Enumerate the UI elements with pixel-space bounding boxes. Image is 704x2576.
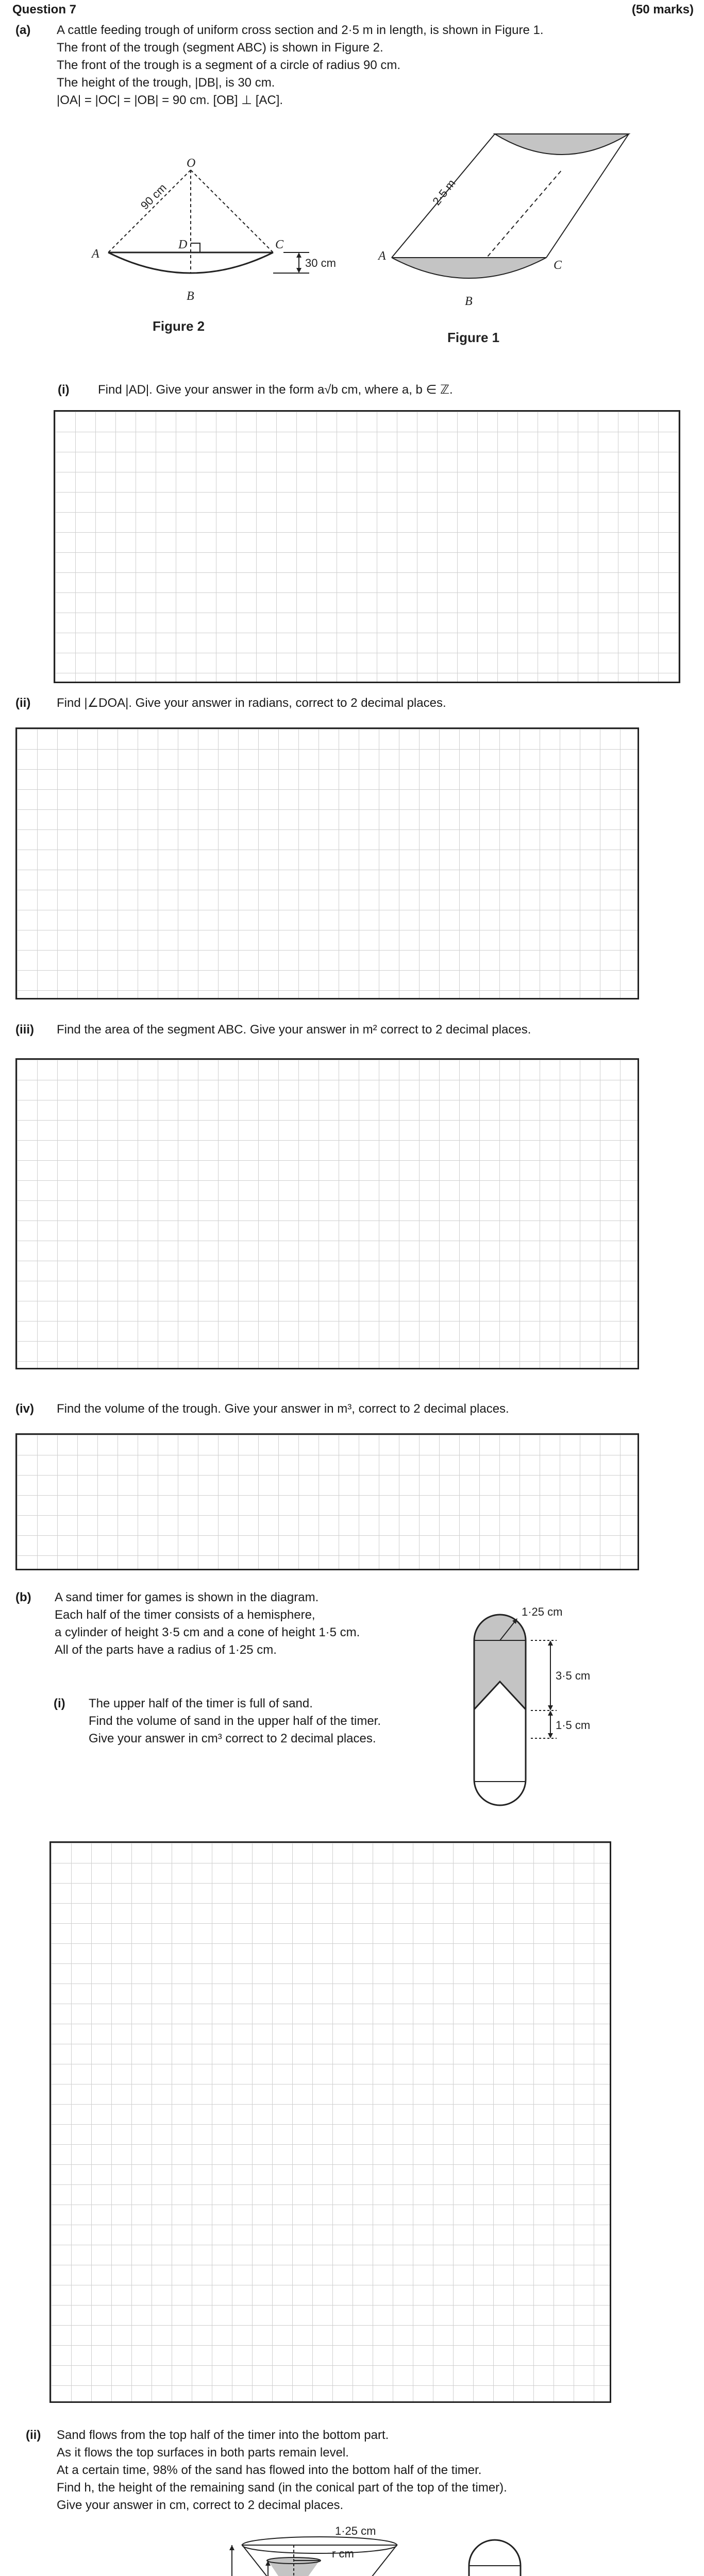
b-ii-line: At a certain time, 98% of the sand has flowed into the bottom half of the timer. <box>57 2463 482 2477</box>
a-ii-label: (ii) <box>15 696 31 710</box>
b-i-line: Find the volume of sand in the upper half of the timer. <box>89 1714 381 1728</box>
height-label: 30 cm <box>305 257 336 269</box>
a-ii-text: Find |∠DOA|. Give your answer in radians, correct to 2 decimal places. <box>57 696 446 710</box>
point-c-fig1: C <box>554 259 562 272</box>
question-marks: (50 marks) <box>631 3 694 16</box>
timer-cylinder-label: 3·5 cm <box>556 1669 591 1682</box>
answer-area-b-i[interactable] <box>49 1841 611 2403</box>
part-a-label: (a) <box>15 23 31 37</box>
figure-2-cross-section <box>67 149 356 345</box>
question-title: Question 7 <box>12 3 77 16</box>
point-o: O <box>187 157 196 170</box>
answer-area-a-iii[interactable] <box>15 1058 639 1369</box>
point-a: A <box>92 247 99 261</box>
part-b-intro-line: All of the parts have a radius of 1·25 cm. <box>55 1643 277 1657</box>
b-ii-line: Give your answer in cm, correct to 2 decimal places. <box>57 2498 344 2512</box>
cone-r-label: r cm <box>332 2547 354 2560</box>
figure-1-caption: Figure 1 <box>447 330 500 345</box>
sand-timer-diagram <box>464 1602 618 1819</box>
b-i-label: (i) <box>54 1697 65 1710</box>
timer2-top-half <box>469 2540 521 2576</box>
b-ii-line: Find h, the height of the remaining sand (in the conical part of the top of the timer). <box>57 2481 507 2495</box>
b-ii-label: (ii) <box>26 2428 41 2442</box>
b-i-line: The upper half of the timer is full of sand. <box>89 1697 313 1710</box>
answer-area-a-iv[interactable] <box>15 1433 639 1570</box>
radius-label: 90 cm <box>138 181 169 212</box>
b-i-line: Give your answer in cm³ correct to 2 decimal places. <box>89 1732 376 1745</box>
part-b-intro-line: a cylinder of height 3·5 cm and a cone of height 1·5 cm. <box>55 1625 360 1639</box>
a-iii-text: Find the area of the segment ABC. Give your answer in m² correct to 2 decimal places. <box>57 1023 531 1037</box>
cone-sand-diagram <box>201 2519 572 2576</box>
b-ii-line: Sand flows from the top half of the timer into the bottom part. <box>57 2428 389 2442</box>
a-iv-text: Find the volume of the trough. Give your answer in m³, correct to 2 decimal places. <box>57 1402 509 1416</box>
right-angle-mark <box>191 243 200 252</box>
a-iii-label: (iii) <box>15 1023 34 1037</box>
point-a-fig1: A <box>378 249 386 263</box>
timer-cone-label: 1·5 cm <box>556 1719 591 1732</box>
front-segment <box>392 258 546 278</box>
timer-radius-label: 1·25 cm <box>522 1605 563 1618</box>
point-b: B <box>187 290 194 303</box>
point-c: C <box>275 238 284 251</box>
part-b-label: (b) <box>15 1590 31 1604</box>
part-a-intro-line: The height of the trough, |DB|, is 30 cm. <box>57 76 275 90</box>
a-i-text: Find |AD|. Give your answer in the form a√b cm, where a, b ∈ ℤ. <box>98 383 453 397</box>
part-a-intro-line: The front of the trough (segment ABC) is shown in Figure 2. <box>57 41 383 55</box>
part-a-intro-line: The front of the trough is a segment of a circle of radius 90 cm. <box>57 58 400 72</box>
back-segment <box>495 134 629 155</box>
figure-2-caption: Figure 2 <box>153 318 205 334</box>
part-a-intro-line: A cattle feeding trough of uniform cross section and 2·5 m in length, is shown in Figure 1. <box>57 23 544 37</box>
a-i-label: (i) <box>58 383 70 397</box>
cone-radius-label: 1·25 cm <box>335 2524 376 2537</box>
figure-1-trough <box>371 124 639 361</box>
answer-area-a-ii[interactable] <box>15 727 639 999</box>
point-d: D <box>178 238 188 251</box>
part-b-intro-line: Each half of the timer consists of a hemisphere, <box>55 1608 315 1622</box>
b-ii-line: As it flows the top surfaces in both parts remain level. <box>57 2446 349 2460</box>
timer-bottom-half <box>474 1682 526 1805</box>
a-iv-label: (iv) <box>15 1402 34 1416</box>
length-label: 2·5 m <box>430 177 458 208</box>
point-b-fig1: B <box>465 295 473 308</box>
part-a-intro-line: |OA| = |OC| = |OB| = 90 cm. [OB] ⊥ [AC]. <box>57 93 283 107</box>
answer-area-a-i[interactable] <box>54 410 680 683</box>
part-b-intro-line: A sand timer for games is shown in the diagram. <box>55 1590 319 1604</box>
segment-oc <box>191 170 273 252</box>
